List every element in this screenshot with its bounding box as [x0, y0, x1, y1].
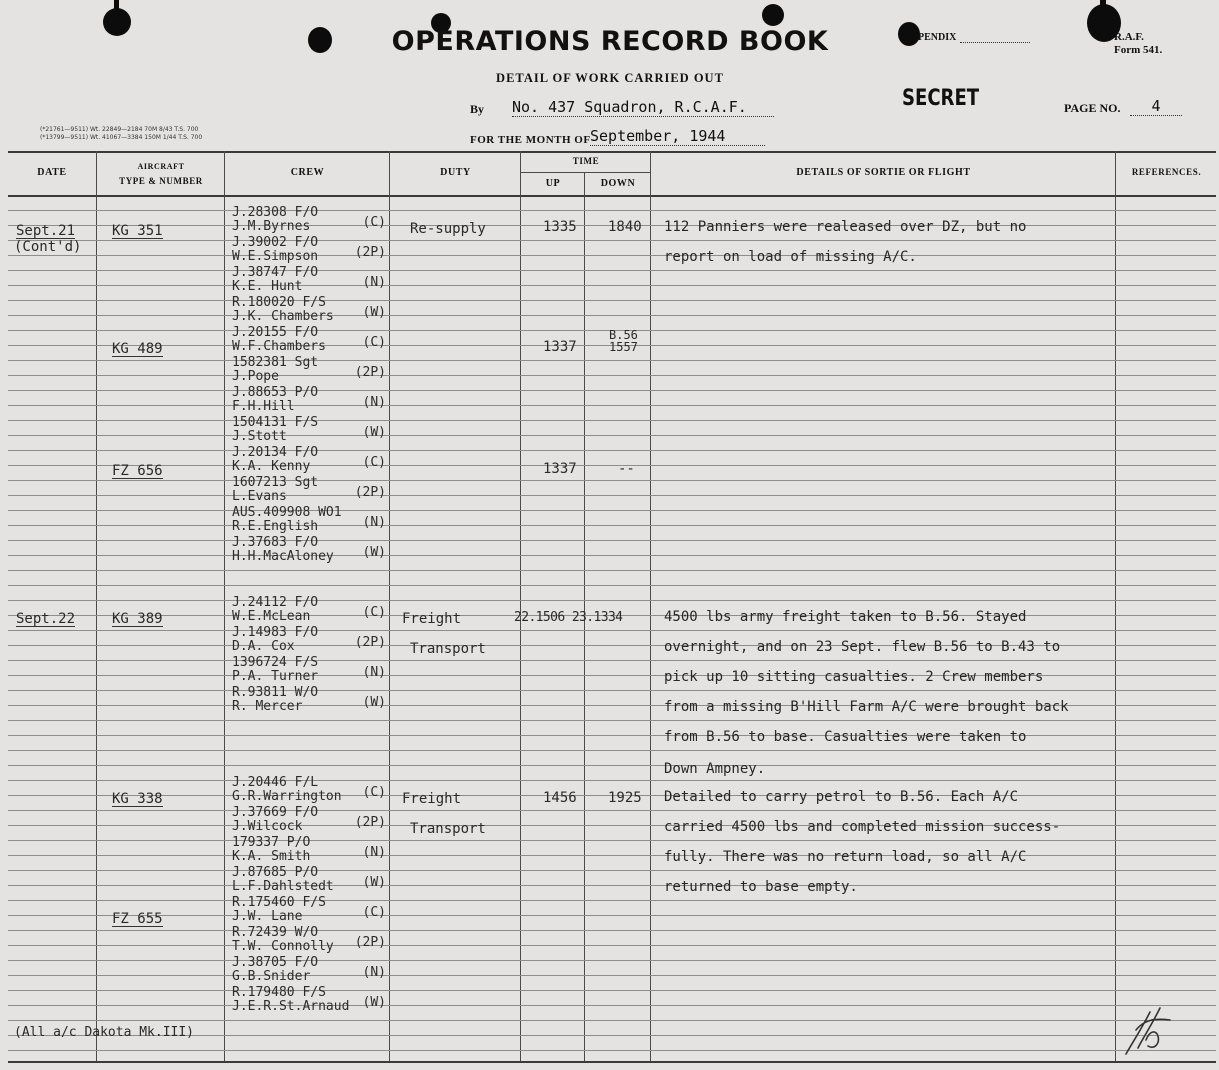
punch-hole-center-right [762, 4, 784, 26]
crew-name: J.Wilcock [232, 819, 303, 834]
crew-role: (C) [362, 605, 386, 620]
crew-role: (C) [362, 905, 386, 920]
crew-service-number: J.87685 P/O [232, 865, 319, 880]
form-line-1: R.A.F. [1114, 31, 1144, 43]
crew-service-number: 1504131 F/S [232, 415, 319, 430]
print-note-line-1: (*21761—9511) Wt. 22849—2184 70M 8/43 T.S. 700 [40, 126, 199, 133]
date-sept-22: Sept.22 [16, 611, 76, 627]
aircraft-fz-656: FZ 656 [112, 463, 163, 479]
detail-line-11: fully. There was no return load, so all A/C [664, 849, 1027, 865]
detail-line-5: pick up 10 sitting casualties. 2 Crew members [664, 669, 1044, 685]
ruled-line [8, 540, 1216, 541]
duty-re-supply: Re-supply [410, 221, 486, 237]
time-down-1: 1840 [608, 219, 642, 235]
column-rule-aircraft [224, 151, 225, 1061]
crew-service-number: J.28308 F/O [232, 205, 319, 220]
ruled-line [8, 315, 1216, 316]
crew-role: (N) [362, 515, 386, 530]
crew-role: (W) [362, 545, 386, 560]
detail-line-6: from a missing B'Hill Farm A/C were brought back [664, 699, 1069, 715]
aircraft-kg-489: KG 489 [112, 341, 163, 357]
column-rule-crew [389, 151, 390, 1061]
ruled-line [8, 270, 1216, 271]
crew-role: (C) [362, 785, 386, 800]
detail-line-7: from B.56 to base. Casualties were taken to [664, 729, 1027, 745]
detail-line-10: carried 4500 lbs and completed mission success- [664, 819, 1061, 835]
ruled-line [8, 450, 1216, 451]
crew-role: (W) [362, 425, 386, 440]
crew-service-number: AUS.409908 WO1 [232, 505, 342, 520]
by-label: By [470, 102, 485, 116]
detail-line-9: Detailed to carry petrol to B.56. Each A/C [664, 789, 1019, 805]
time-up-1: 1335 [543, 219, 577, 235]
aircraft-fz-655: FZ 655 [112, 911, 163, 927]
aircraft-kg-338: KG 338 [112, 791, 163, 807]
crew-service-number: 1582381 Sgt [232, 355, 319, 370]
ruled-line [8, 915, 1216, 916]
duty-transport-2: Transport [410, 821, 486, 837]
crew-service-number: 1396724 F/S [232, 655, 319, 670]
column-header-crew: CREW [290, 167, 325, 178]
crew-service-number: J.88653 P/O [232, 385, 319, 400]
ruled-line [8, 945, 1216, 946]
duty-freight-2: Freight [402, 791, 462, 807]
column-header-details: DETAILS OF SORTIE OR FLIGHT [796, 167, 971, 178]
time-subheader-separator [520, 172, 650, 173]
crew-name: F.H.Hill [232, 399, 295, 414]
duty-transport-1: Transport [410, 641, 486, 657]
crew-role: (2P) [354, 815, 386, 830]
crew-name: R. Mercer [232, 699, 303, 714]
ruled-line [8, 525, 1216, 526]
column-rule-duty [520, 151, 521, 1061]
ruled-line [8, 855, 1216, 856]
crew-name: J.Pope [232, 369, 279, 384]
crew-role: (2P) [354, 245, 386, 260]
crew-role: (N) [362, 395, 386, 410]
ruled-line [8, 810, 1216, 811]
ruled-line [8, 720, 1216, 721]
ruled-line [8, 975, 1216, 976]
aircraft-kg-389: KG 389 [112, 611, 163, 627]
ruled-line [8, 405, 1216, 406]
ruled-line [8, 630, 1216, 631]
ruled-line [8, 390, 1216, 391]
ruled-line [8, 765, 1216, 766]
crew-name: D.A. Cox [232, 639, 295, 654]
ruled-line [8, 435, 1216, 436]
crew-service-number: 1607213 Sgt [232, 475, 319, 490]
punch-hole-left [103, 8, 131, 36]
crew-role: (2P) [354, 365, 386, 380]
page-title: OPERATIONS RECORD BOOK [391, 26, 829, 57]
crew-role: (N) [362, 845, 386, 860]
crew-name: T.W. Connolly [232, 939, 334, 954]
crew-service-number: J.14983 F/O [232, 625, 319, 640]
ruled-line [8, 585, 1216, 586]
record-table-frame [8, 151, 1216, 1063]
ruled-line [8, 300, 1216, 301]
crew-role: (2P) [354, 935, 386, 950]
ruled-line [8, 570, 1216, 571]
month-value: September, 1944 [590, 127, 765, 146]
ruled-line [8, 360, 1216, 361]
ruled-line [8, 750, 1216, 751]
ruled-line [8, 285, 1216, 286]
appendix-line [960, 42, 1030, 43]
page-number-value: 4 [1130, 97, 1182, 116]
crew-name: K.A. Smith [232, 849, 311, 864]
ruled-line [8, 960, 1216, 961]
crew-service-number: J.39002 F/O [232, 235, 319, 250]
ruled-line [8, 420, 1216, 421]
ruled-line [8, 885, 1216, 886]
crew-name: H.H.MacAloney [232, 549, 334, 564]
time-up-down-4: 22.1506 23.1334 [514, 610, 623, 625]
time-up-3: 1337 [543, 461, 577, 477]
ruled-line [8, 255, 1216, 256]
crew-service-number: J.37669 F/O [232, 805, 319, 820]
column-header-time: TIME [572, 156, 600, 166]
crew-role: (W) [362, 305, 386, 320]
time-up-2: 1337 [543, 339, 577, 355]
crew-name: J.K. Chambers [232, 309, 334, 324]
crew-service-number: J.37683 F/O [232, 535, 319, 550]
crew-name: L.F.Dahlstedt [232, 879, 334, 894]
column-rule-down [650, 151, 651, 1061]
date-continued: (Cont'd) [14, 239, 82, 255]
crew-name: W.E.Simpson [232, 249, 319, 264]
detail-line-8: Down Ampney. [664, 761, 766, 777]
column-header-date: DATE [37, 167, 67, 178]
crew-service-number: R.180020 F/S [232, 295, 326, 310]
crew-name: R.E.English [232, 519, 319, 534]
header-separator [8, 195, 1216, 197]
crew-service-number: 179337 P/O [232, 835, 311, 850]
ruled-line [8, 840, 1216, 841]
ruled-line [8, 735, 1216, 736]
crew-service-number: R.72439 W/O [232, 925, 319, 940]
crew-service-number: J.20134 F/O [232, 445, 319, 460]
time-down-2a: B.56 [609, 328, 638, 342]
crew-role: (N) [362, 965, 386, 980]
crew-role: (2P) [354, 485, 386, 500]
form-line-2: Form 541. [1114, 44, 1163, 56]
print-note-line-2: (*13799—9511) Wt. 41067—3384 150M 1/44 T.S. 700 [40, 134, 203, 141]
signature-mark [1120, 1000, 1180, 1060]
ruled-line [8, 930, 1216, 931]
aircraft-kg-351: KG 351 [112, 223, 163, 239]
crew-role: (N) [362, 275, 386, 290]
crew-name: J.W. Lane [232, 909, 303, 924]
ruled-line [8, 465, 1216, 466]
ruled-line [8, 660, 1216, 661]
crew-role: (2P) [354, 635, 386, 650]
crew-name: J.M.Byrnes [232, 219, 311, 234]
crew-service-number: J.20155 F/O [232, 325, 319, 340]
page-subtitle: DETAIL OF WORK CARRIED OUT [496, 71, 724, 85]
crew-service-number: J.24112 F/O [232, 595, 319, 610]
ruled-line [8, 690, 1216, 691]
crew-name: J.Stott [232, 429, 287, 444]
ruled-line [8, 600, 1216, 601]
ruled-line [8, 1050, 1216, 1051]
crew-service-number: J.38747 F/O [232, 265, 319, 280]
time-down-5: 1925 [608, 790, 642, 806]
column-header-aircraft-1: AIRCRAFT [137, 162, 185, 171]
crew-role: (N) [362, 665, 386, 680]
ruled-line [8, 870, 1216, 871]
ruled-line [8, 495, 1216, 496]
ruled-line [8, 555, 1216, 556]
crew-name: K.A. Kenny [232, 459, 311, 474]
time-down-3: -- [618, 461, 635, 477]
secret-stamp: SECRET [902, 86, 980, 111]
crew-service-number: J.38705 F/O [232, 955, 319, 970]
crew-role: (W) [362, 875, 386, 890]
crew-name: L.Evans [232, 489, 287, 504]
ruled-line [8, 1005, 1216, 1006]
crew-service-number: R.179480 F/S [232, 985, 326, 1000]
column-header-duty: DUTY [440, 167, 471, 178]
crew-name: G.R.Warrington [232, 789, 342, 804]
form-number [1114, 31, 1162, 57]
ruled-line [8, 900, 1216, 901]
crew-role: (C) [362, 335, 386, 350]
ruled-line [8, 510, 1216, 511]
date-sept-21: Sept.21 [16, 223, 76, 239]
column-header-down: DOWN [600, 178, 636, 189]
detail-line-1: 112 Panniers were realeased over DZ, but no [664, 219, 1027, 235]
crew-name: K.E. Hunt [232, 279, 303, 294]
crew-service-number: R.93811 W/O [232, 685, 319, 700]
month-label: FOR THE MONTH OF [470, 134, 591, 146]
ruled-line [8, 210, 1216, 211]
detail-line-12: returned to base empty. [664, 879, 858, 895]
ruled-line [8, 1020, 1216, 1021]
crew-name: J.E.R.St.Arnaud [232, 999, 350, 1014]
duty-freight-1: Freight [402, 611, 462, 627]
time-down-2b: 1557 [609, 340, 638, 354]
ruled-line [8, 780, 1216, 781]
ruled-line [8, 375, 1216, 376]
aircraft-type-footer: (All a/c Dakota Mk.III) [14, 1025, 195, 1040]
crew-service-number: R.175460 F/S [232, 895, 326, 910]
crew-name: P.A. Turner [232, 669, 319, 684]
detail-line-2: report on load of missing A/C. [664, 249, 917, 265]
appendix-label: PENDIX [918, 32, 957, 43]
squadron-value: No. 437 Squadron, R.C.A.F. [512, 98, 774, 117]
column-header-up: UP [545, 178, 561, 189]
time-up-5: 1456 [543, 790, 577, 806]
print-note [40, 126, 202, 142]
detail-line-4: overnight, and on 23 Sept. flew B.56 to B.43 to [664, 639, 1061, 655]
column-rule-details [1115, 151, 1116, 1061]
crew-role: (W) [362, 695, 386, 710]
crew-name: G.B.Snider [232, 969, 311, 984]
crew-name: W.F.Chambers [232, 339, 326, 354]
crew-role: (C) [362, 455, 386, 470]
crew-role: (W) [362, 995, 386, 1010]
column-rule-date [96, 151, 97, 1061]
column-header-aircraft-2: TYPE & NUMBER [119, 176, 203, 186]
ruled-line [8, 990, 1216, 991]
crew-service-number: J.20446 F/L [232, 775, 319, 790]
crew-name: W.E.McLean [232, 609, 311, 624]
ruled-line [8, 240, 1216, 241]
ruled-line [8, 480, 1216, 481]
page-number-label: PAGE NO. [1064, 101, 1121, 115]
crew-role: (C) [362, 215, 386, 230]
detail-line-3: 4500 lbs army freight taken to B.56. Stayed [664, 609, 1027, 625]
column-header-references: REFERENCES. [1131, 167, 1202, 177]
